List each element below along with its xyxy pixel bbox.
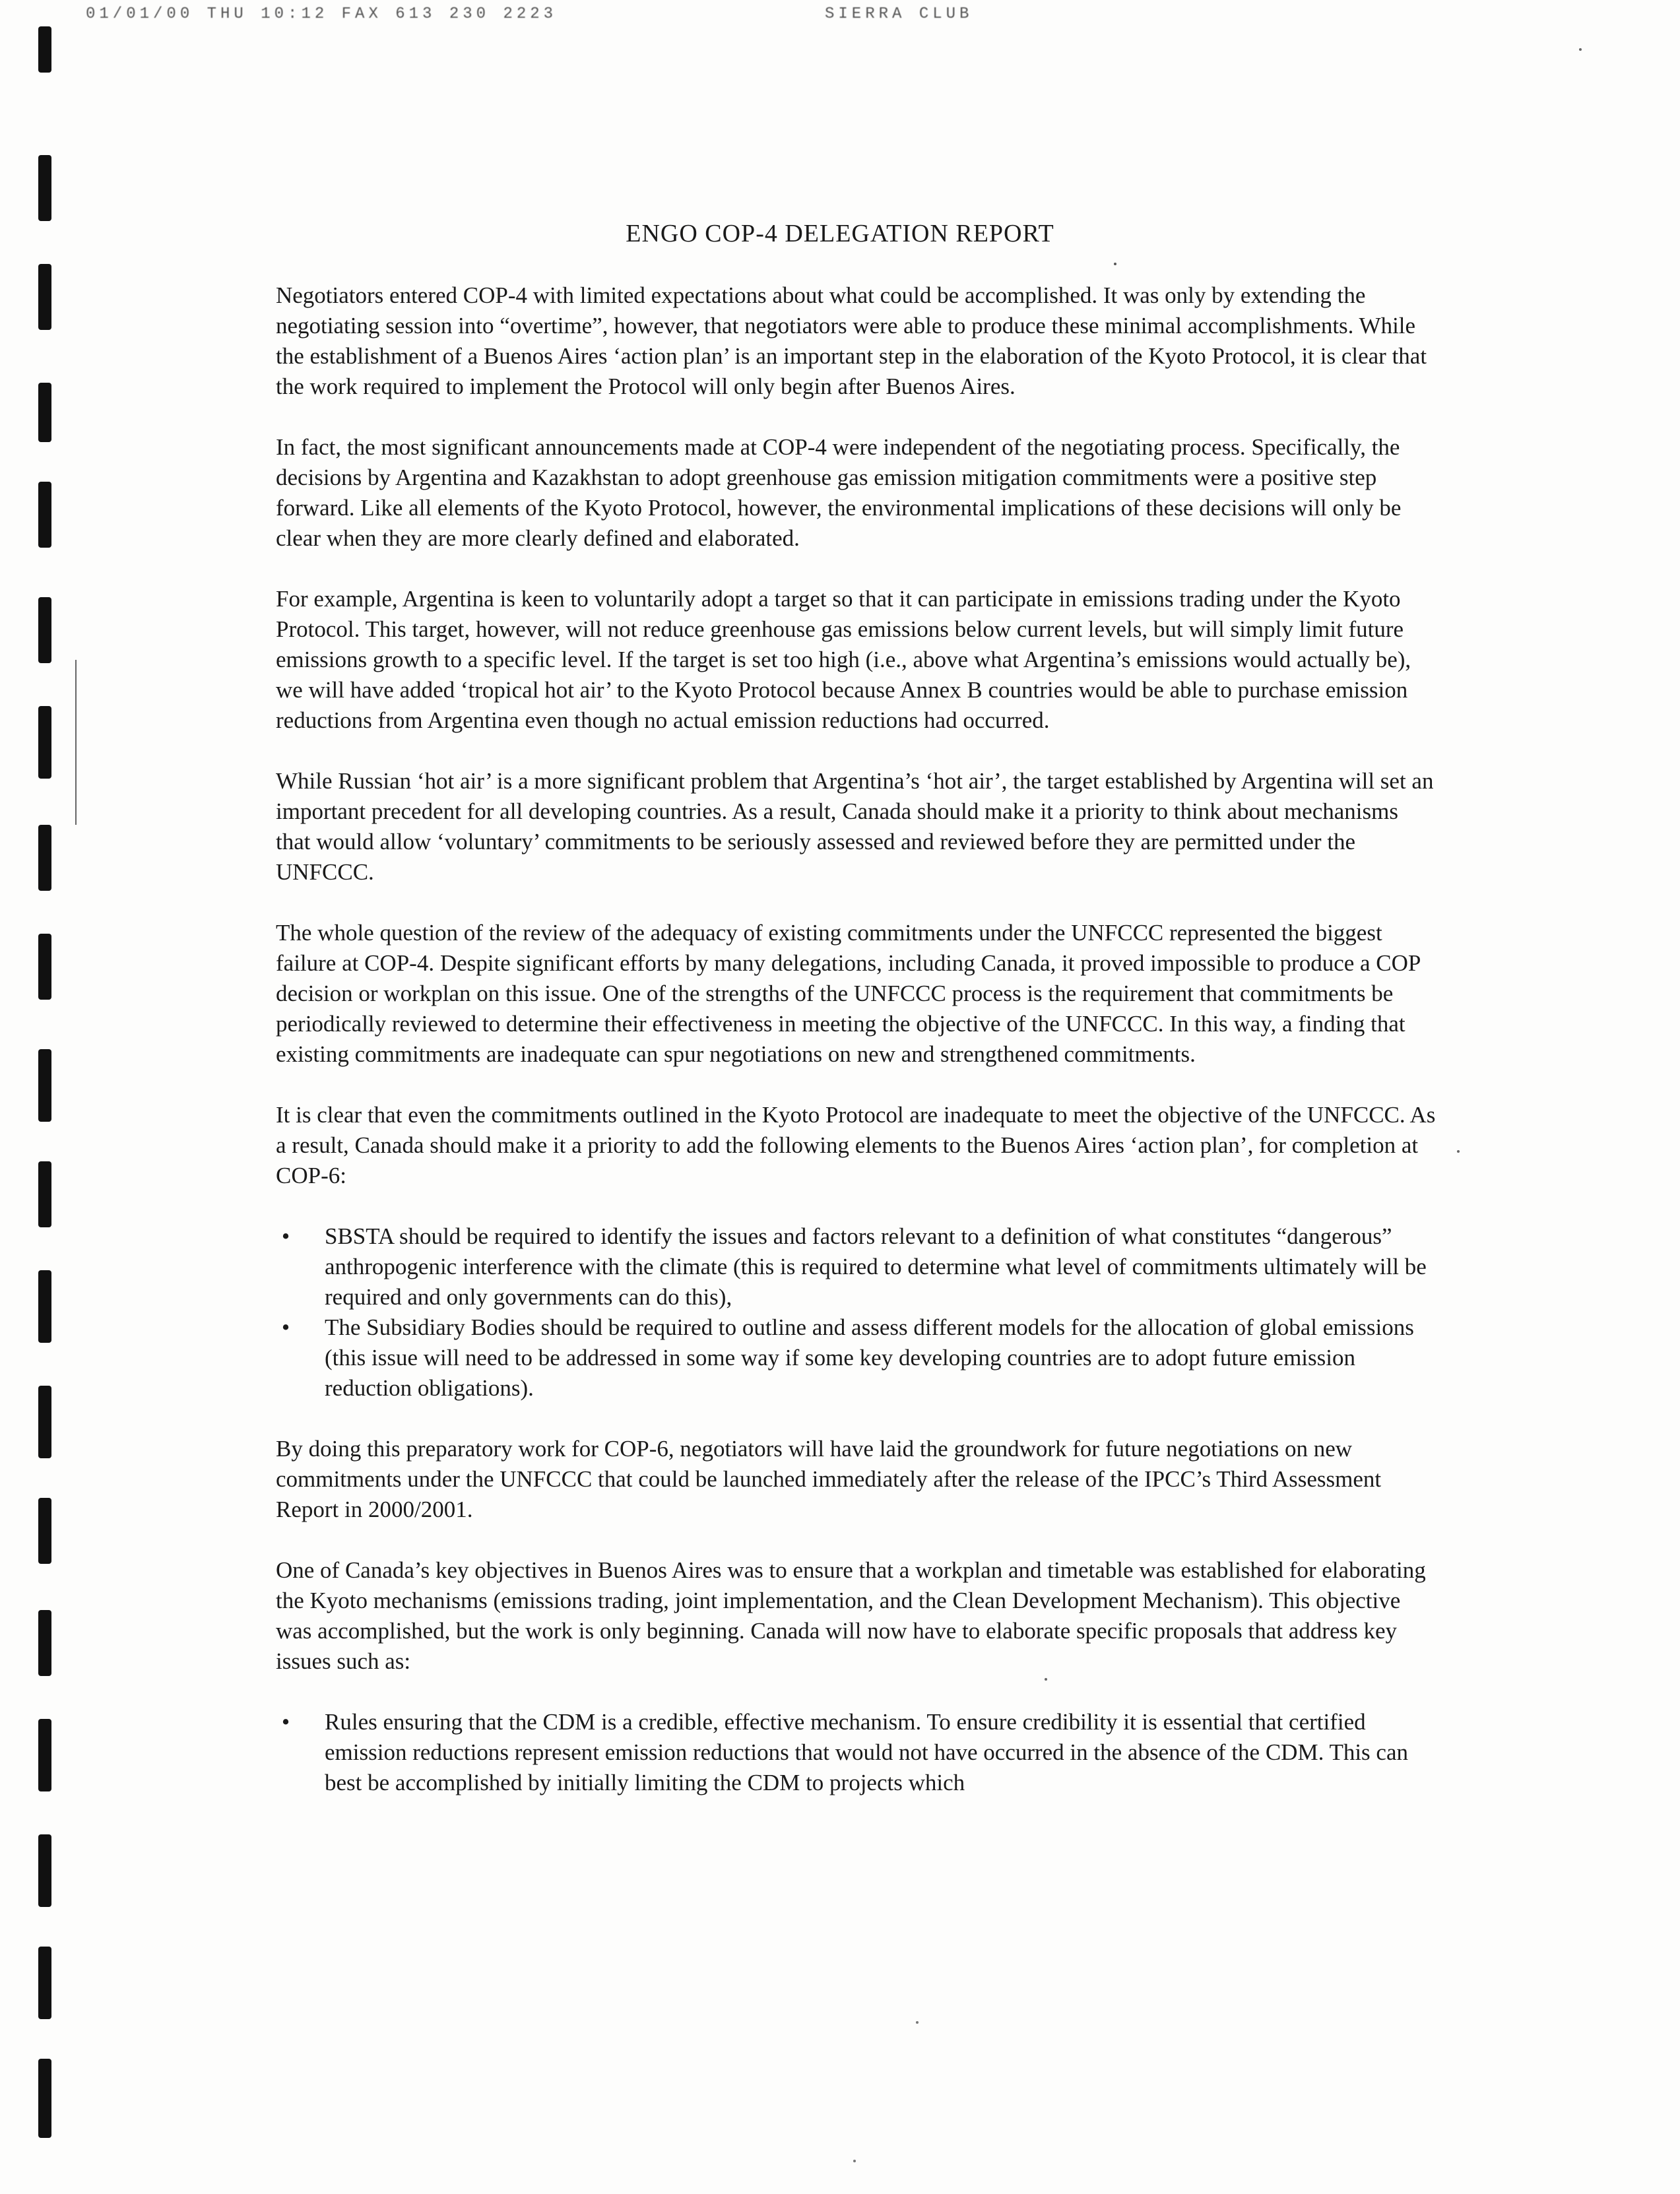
paragraph: The whole question of the review of the adequacy of existing commitments under the UNFCCC represented the biggest failure at COP-4. Despite significant efforts by many delegations, including Canada, it proved impossible to produce a COP decision or workplan on this issue. One of the strengths of the UNFCCC process is the requirement that commitments be periodically reviewed to determine their effectiveness in meeting the objective of the UNFCCC. In this way, a finding that existing commitments are inadequate can spur negotiations on new and strengthened commitments. (276, 920, 1421, 1067)
fax-header-left: 01/01/00 THU 10:12 FAX 613 230 2223 (86, 5, 558, 23)
list-item (276, 1312, 1437, 1404)
bullet-icon: • (281, 1314, 290, 1340)
paragraph: Negotiators entered COP-4 with limited expectations about what could be accomplished. It was only by extending the negotiating session into “overtime”, however, that negotiators were able to produce these minimal accomplishments. While the establishment of a Buenos Aires ‘action plan’ is an important step in the elaboration of the Kyoto Protocol, it is clear that the work required to implement the Protocol will only begin after Buenos Aires. (276, 282, 1427, 399)
bullet-icon: • (281, 1709, 290, 1735)
paragraph: While Russian ‘hot air’ is a more significant problem that Argentina’s ‘hot air’, the target established by Argentina will set an important precedent for all developing countries. As a result, Canada should make it a priority to think about mechanisms that would allow ‘voluntary’ commitments to be seriously assessed and reviewed before they are permitted under the UNFCCC. (276, 768, 1434, 885)
list-item (276, 1707, 1437, 1798)
list-item (276, 1221, 1437, 1312)
list-item-text: Rules ensuring that the CDM is a credible, effective mechanism. To ensure credibility it is essential that certified emission reductions represent emission reductions that would not have occurred in the absence of the CDM. This can best be accomplished by initially limiting the CDM to projects which (325, 1709, 1408, 1795)
fax-header-right: SIERRA CLUB (825, 5, 973, 23)
bullet-list (276, 1221, 1437, 1404)
paragraph: For example, Argentina is keen to voluntarily adopt a target so that it can participate in emissions trading under the Kyoto Protocol. This target, however, will not reduce greenhouse gas emissions below current levels, but will simply limit future emissions growth to a specific level. If the target is set too high (i.e., above what Argentina’s emissions would actually be), we will have added ‘tropical hot air’ to the Kyoto Protocol because Annex B countries would be able to purchase emission reductions from Argentina even though no actual emission reductions had occurred. (276, 586, 1411, 733)
list-item-text: The Subsidiary Bodies should be required to outline and assess different models for the allocation of global emissions (this issue will need to be addressed in some way if some key developing countries are to adopt future emission reduction obligations). (325, 1314, 1414, 1401)
report-body (276, 280, 1437, 1828)
binding-holes (26, 0, 66, 2194)
paragraph: One of Canada’s key objectives in Buenos Aires was to ensure that a workplan and timetable was established for elaborating the Kyoto mechanisms (emissions trading, joint implementation, and the Clean Development Mechanism). This objective was accomplished, but the work is only beginning. Canada will now have to elaborate specific proposals that address key issues such as: (276, 1557, 1426, 1674)
paragraph: It is clear that even the commitments outlined in the Kyoto Protocol are inadequate to meet the objective of the UNFCCC. As a result, Canada should make it a priority to add the following elements to the Buenos Aires ‘action plan’, for completion at COP-6: (276, 1102, 1436, 1188)
report-title: ENGO COP-4 DELEGATION REPORT (626, 220, 1054, 247)
fax-transmission-header (86, 5, 1537, 29)
paragraph: In fact, the most significant announcements made at COP-4 were independent of the negotiating process. Specifically, the decisions by Argentina and Kazakhstan to adopt greenhouse gas emission mitigation commitments were a positive step forward. Like all elements of the Kyoto Protocol, however, the environmental implications of these decisions will only be clear when they are more clearly defined and elaborated. (276, 434, 1402, 551)
bullet-list (276, 1707, 1437, 1798)
paragraph: By doing this preparatory work for COP-6, negotiators will have laid the groundwork for future negotiations on new commitments under the UNFCCC that could be launched immediately after the release of the IPCC’s Third Assessment Report in 2000/2001. (276, 1436, 1382, 1522)
bullet-icon: • (281, 1223, 290, 1249)
list-item-text: SBSTA should be required to identify the issues and factors relevant to a definition of what constitutes “dangerous” anthropogenic interference with the climate (this is required to determine what level of commitments ultimately will be required and only governments can do this), (325, 1223, 1427, 1310)
